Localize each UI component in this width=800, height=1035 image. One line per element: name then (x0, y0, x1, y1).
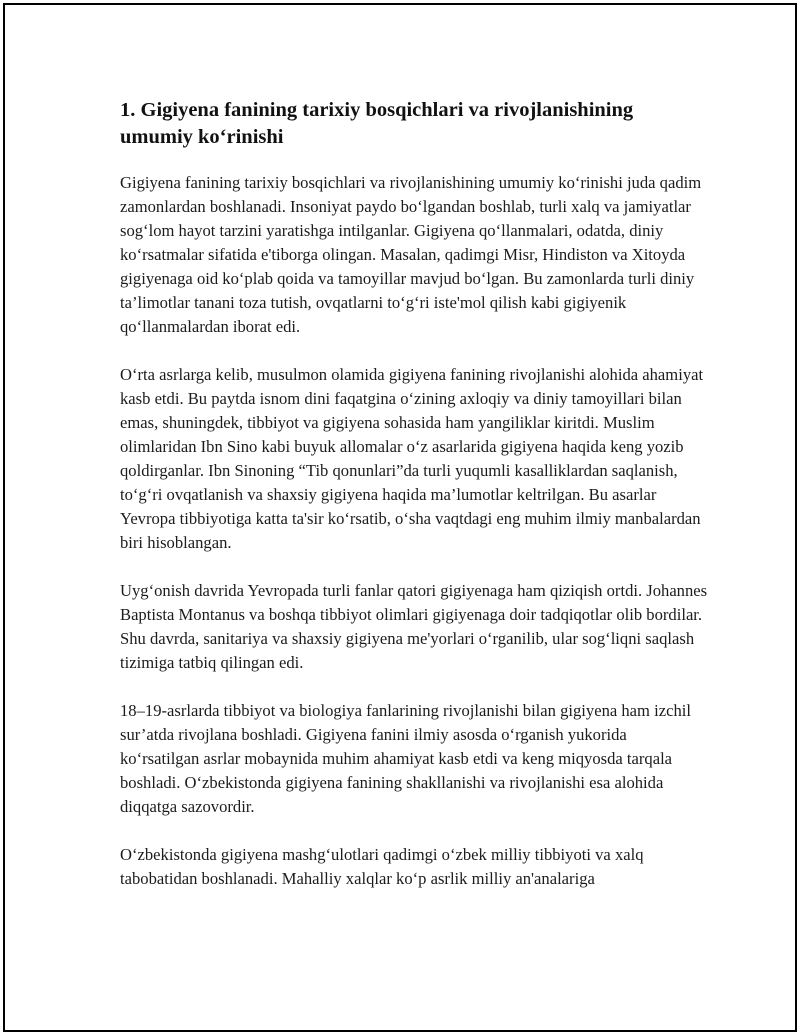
paragraph-3: Uyg‘onish davrida Yevropada turli fanlar qatori gigiyenaga ham qiziqish ortdi. Johannes Baptista Montanus va boshqa tibbiyot olimlari gigiyenaga doir tadqiqotlar olib bordilar. Shu davrda, sanitariya va shaxsiy gigiyena me'yorlari o‘rganilib, ular sog‘liqni saqlash tizimiga tatbiq qilingan edi. (120, 581, 708, 672)
paragraph-2: O‘rta asrlarga kelib, musulmon olamida gigiyena fanining rivojlanishi alohida ahamiyat kasb etdi. Bu paytda isnom dini faqatgina o‘zining axloqiy va diniy tamoyillari bilan emas, shuningdek, tibbiyot va gigiyena sohasida ham yangiliklar kiritdi. Muslim olimlaridan Ibn Sino kabi buyuk allomalar o‘z asarlarida gigiyena haqida keng yozib qoldirganlar. Ibn Sinoning “Tib qonunlari”da turli yuqumli kasalliklardan saqlanish, to‘g‘ri ovqatlanish va shaxsiy gigiyena haqida ma’lumotlar keltrilgan. Bu asarlar Yevropa tibbiyotiga katta ta'sir ko‘rsatib, o‘sha vaqtdagi eng muhim ilmiy manbalardan biri hisoblangan. (120, 365, 704, 552)
document-body (120, 97, 710, 915)
paragraph-5: O‘zbekistonda gigiyena mashg‘ulotlari qadimgi o‘zbek milliy tibbiyoti va xalq tabobatidan boshlanadi. Mahalliy xalqlar ko‘p asrlik milliy an'analariga (120, 845, 644, 888)
page-frame (3, 3, 797, 1032)
paragraph-1: Gigiyena fanining tarixiy bosqichlari va rivojlanishining umumiy ko‘rinishi juda qadim zamonlardan boshlanadi. Insoniyat paydo bo‘lgandan boshlab, turli xalq va jamiyatlar sog‘lom hayot tarzini yaratishga intilganlar. Gigiyena qo‘llanmalari, odatda, diniy ko‘rsatmalar sifatida e'tiborga olingan. Masalan, qadimgi Misr, Hindiston va Xitoyda gigiyenaga oid ko‘plab qoida va tamoyillar mavjud bo‘lgan. Bu zamonlarda turli diniy ta’limotlar tanani toza tutish, ovqatlarni to‘g‘ri iste'mol qilish kabi gigiyenik qo‘llanmalardan iborat edi. (120, 173, 702, 336)
section-heading: 1. Gigiyena fanining tarixiy bosqichlari va rivojlanishining umumiy ko‘rinishi (120, 99, 634, 148)
paragraph-4: 18–19-asrlarda tibbiyot va biologiya fanlarining rivojlanishi bilan gigiyena ham izchil sur’atda rivojlana boshladi. Gigiyena fanini ilmiy asosda o‘rganish yukorida ko‘rsatilgan asrlar mobaynida muhim ahamiyat kasb etdi va keng miqyosda tarqala boshladi. O‘zbekistonda gigiyena fanining shakllanishi va rivojlanishi esa alohida diqqatga sazovordir. (120, 701, 691, 816)
